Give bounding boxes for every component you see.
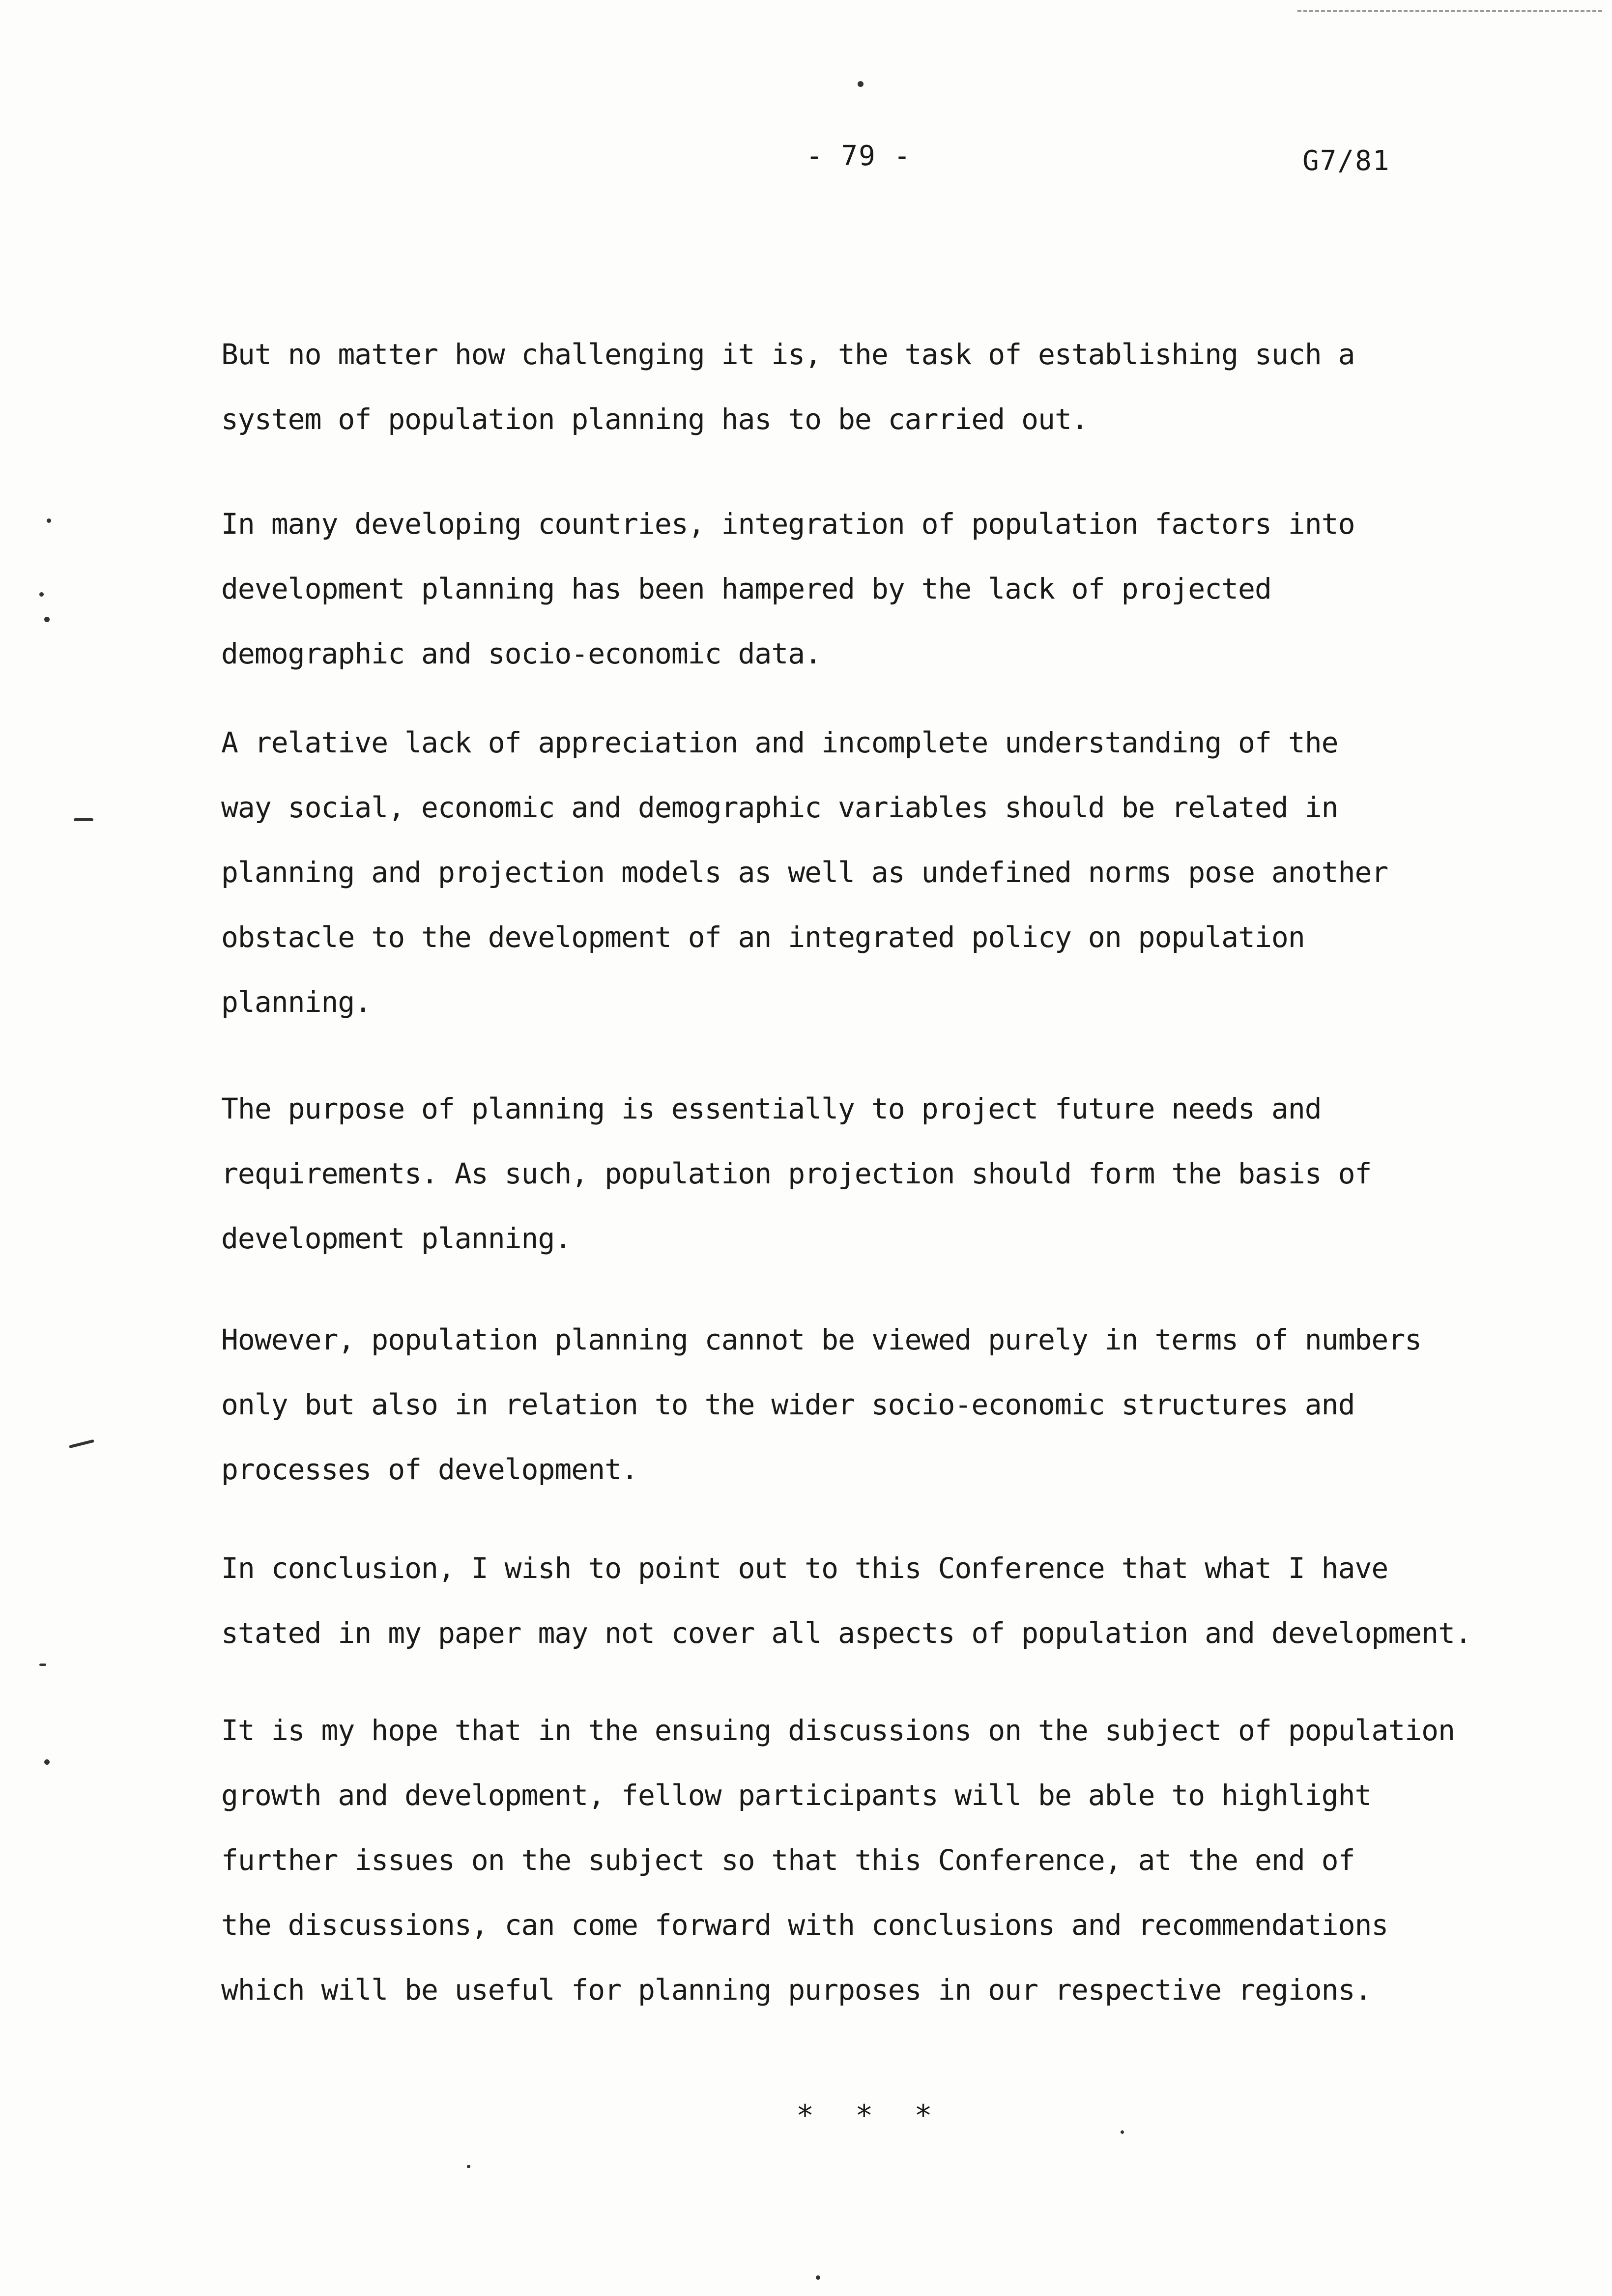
- paragraph-line: growth and development, fellow participants will be able to highlight: [221, 1779, 1372, 1812]
- paragraph-line: processes of development.: [221, 1453, 638, 1486]
- paragraph-line: A relative lack of appreciation and incomplete understanding of the: [221, 726, 1338, 759]
- paragraph-4: [221, 1076, 1371, 1271]
- scan-speck: [816, 2275, 820, 2280]
- paragraph-line: The purpose of planning is essentially to project future needs and: [221, 1092, 1322, 1125]
- paragraph-line: In many developing countries, integration of population factors into: [221, 507, 1355, 541]
- scan-speck: [44, 617, 50, 622]
- paragraph-line: demographic and socio-economic data.: [221, 637, 822, 670]
- paragraph-line: system of population planning has to be carried out.: [221, 402, 1088, 436]
- paragraph-1: [221, 322, 1355, 452]
- scan-speck: [69, 1439, 94, 1448]
- paragraph-line: obstacle to the development of an integrated policy on population: [221, 920, 1305, 954]
- paragraph-line: In conclusion, I wish to point out to this Conference that what I have: [221, 1551, 1388, 1585]
- scan-speck: [467, 2165, 470, 2168]
- paragraph-line: development planning.: [221, 1222, 572, 1255]
- paragraph-line: planning.: [221, 985, 372, 1019]
- scan-speck: [74, 818, 93, 821]
- page-number: - 79 -: [806, 140, 912, 172]
- paragraph-line: way social, economic and demographic variables should be related in: [221, 791, 1338, 824]
- paragraph-line: requirements. As such, population projection should form the basis of: [221, 1157, 1372, 1190]
- paragraph-line: only but also in relation to the wider socio-economic structures and: [221, 1388, 1355, 1421]
- scan-speck: [858, 81, 864, 87]
- scan-speck: [39, 592, 44, 597]
- paragraph-7: [221, 1698, 1455, 2022]
- scan-speck: [39, 1664, 46, 1666]
- paragraph-line: development planning has been hampered by the lack of projected: [221, 572, 1271, 605]
- paragraph-6: [221, 1536, 1471, 1665]
- scan-speck: [1121, 2130, 1124, 2134]
- paragraph-line: further issues on the subject so that this Conference, at the end of: [221, 1843, 1355, 1877]
- end-of-section-mark: * * *: [796, 2098, 944, 2133]
- scan-speck: [47, 518, 51, 523]
- paragraph-line: stated in my paper may not cover all aspects of population and development.: [221, 1616, 1471, 1650]
- paragraph-line: the discussions, can come forward with conclusions and recommendations: [221, 1908, 1388, 1942]
- paragraph-3: [221, 710, 1388, 1034]
- paragraph-line: which will be useful for planning purposes in our respective regions.: [221, 1973, 1372, 2007]
- scan-speck: [44, 1759, 50, 1765]
- top-edge-rule: [1297, 10, 1602, 12]
- paragraph-line: It is my hope that in the ensuing discussions on the subject of population: [221, 1714, 1455, 1747]
- document-reference: G7/81: [1302, 145, 1390, 177]
- paragraph-line: But no matter how challenging it is, the task of establishing such a: [221, 338, 1355, 371]
- paragraph-5: [221, 1307, 1421, 1502]
- paragraph-line: However, population planning cannot be viewed purely in terms of numbers: [221, 1323, 1422, 1356]
- paragraph-line: planning and projection models as well as undefined norms pose another: [221, 856, 1388, 889]
- paragraph-2: [221, 491, 1355, 686]
